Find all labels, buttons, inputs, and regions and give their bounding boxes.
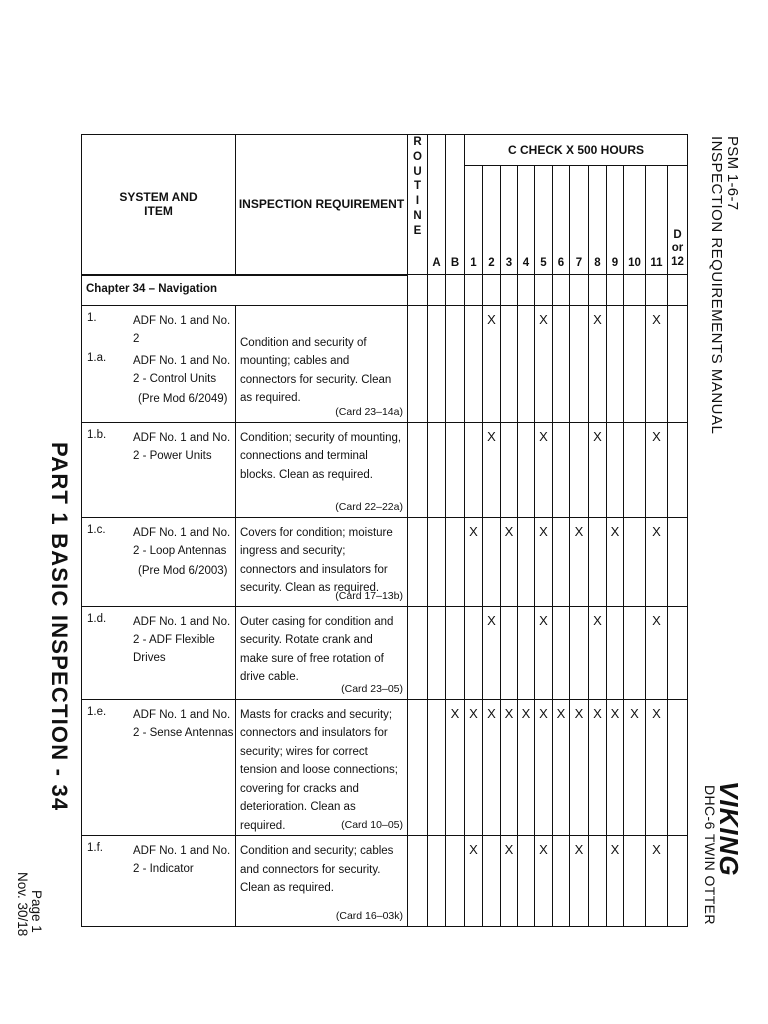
item-code: 1.a.: [87, 351, 107, 364]
header-routine: [408, 135, 428, 275]
check-mark-cell: [553, 606, 570, 699]
requirement-cell: [236, 305, 408, 422]
header-inspection-requirement: INSPECTION REQUIREMENT: [236, 135, 408, 275]
check-mark-cell: X: [535, 305, 553, 422]
check-mark-cell: X: [446, 699, 465, 836]
routine-letter: O: [413, 150, 422, 163]
check-mark-cell: X: [624, 699, 646, 836]
check-mark-cell: [428, 305, 446, 422]
check-mark-cell: [589, 836, 607, 927]
check-mark-cell: [465, 606, 483, 699]
header-check-4: 4: [518, 166, 535, 275]
check-mark-cell: [668, 699, 688, 836]
card-reference: (Card 23–05): [341, 682, 403, 695]
check-mark-cell: [668, 836, 688, 927]
header-check-10: 10: [624, 166, 646, 275]
item-name: ADF No. 1 and No. 2 - Control Units: [133, 354, 231, 385]
check-mark-cell: [501, 305, 518, 422]
check-mark-cell: [483, 836, 501, 927]
check-mark-cell: X: [501, 836, 518, 927]
check-mark-cell: [668, 305, 688, 422]
check-mark-cell: X: [501, 699, 518, 836]
check-mark-cell: [408, 836, 428, 927]
header-check-5: 5: [535, 166, 553, 275]
check-mark-cell: X: [646, 699, 668, 836]
check-mark-cell: X: [570, 699, 589, 836]
check-mark-cell: [446, 836, 465, 927]
requirement-text: Condition; security of mounting, connections and terminal blocks. Clean as required.: [240, 431, 402, 481]
check-mark-cell: X: [518, 699, 535, 836]
item-name: ADF No. 1 and No. 2 - Indicator: [133, 845, 231, 875]
check-mark-cell: [446, 422, 465, 517]
check-mark-cell: [668, 422, 688, 517]
item-code: 1.f.: [87, 842, 103, 854]
check-mark-cell: [624, 422, 646, 517]
requirement-text: Condition and security of mounting; cables and connectors for security. Clean as required.: [240, 336, 392, 404]
requirement-text: Masts for cracks and security; connectors and insulators for security; wires for correct tension and loose connections; covering for cracks and deterioration. Clean as required.: [240, 708, 398, 832]
check-mark-cell: X: [607, 517, 624, 606]
header-system-item-line1: SYSTEM AND: [119, 190, 198, 205]
check-mark-cell: [446, 517, 465, 606]
check-mark-cell: [553, 422, 570, 517]
header-col-a: A: [428, 135, 446, 275]
check-mark-cell: [408, 606, 428, 699]
requirement-text: Condition and security; cables and connectors for security. Clean as required.: [240, 845, 394, 894]
table-row: [82, 699, 688, 836]
check-mark-cell: X: [535, 699, 553, 836]
header-check-2: 2: [483, 166, 501, 275]
card-reference: (Card 10–05): [341, 819, 403, 831]
table-row: [82, 422, 688, 517]
item-code: 1.d.: [87, 612, 107, 625]
header-system-item-line2: ITEM: [144, 204, 173, 219]
check-mark-cell: [607, 422, 624, 517]
inspection-rows: [82, 305, 688, 927]
check-mark-cell: X: [535, 422, 553, 517]
system-item-cell: [82, 305, 236, 422]
system-item-cell: [82, 422, 236, 517]
check-mark-cell: [624, 606, 646, 699]
check-mark-cell: [668, 517, 688, 606]
chapter-heading: Chapter 34 – Navigation: [82, 275, 408, 306]
check-mark-cell: X: [607, 699, 624, 836]
routine-letter: I: [415, 195, 420, 208]
check-mark-cell: [553, 517, 570, 606]
card-reference: (Card 17–13b): [335, 589, 403, 602]
table-row: [82, 305, 688, 422]
check-mark-cell: X: [465, 699, 483, 836]
header-check-9: 9: [607, 166, 624, 275]
viking-logo: VIKING: [714, 781, 744, 877]
system-item-cell: [82, 699, 236, 836]
check-mark-cell: X: [646, 517, 668, 606]
requirement-cell: [236, 422, 408, 517]
check-mark-cell: [465, 422, 483, 517]
item-name: ADF No. 1 and No. 2 - Loop Antennas: [133, 526, 231, 557]
item-note: (Pre Mod 6/2049): [138, 392, 228, 405]
item-code: 1.b.: [87, 428, 107, 441]
check-mark-cell: [428, 422, 446, 517]
check-mark-cell: [518, 836, 535, 927]
header-check-d-or-12: [668, 166, 688, 275]
table-row: [82, 836, 688, 927]
check-mark-cell: [501, 606, 518, 699]
twelve-label: 12: [671, 255, 684, 268]
check-mark-cell: X: [646, 836, 668, 927]
check-mark-cell: [428, 699, 446, 836]
check-mark-cell: X: [483, 305, 501, 422]
header-check-3: 3: [501, 166, 518, 275]
requirement-cell: [236, 606, 408, 699]
check-mark-cell: [553, 305, 570, 422]
check-mark-cell: [624, 517, 646, 606]
item-name: ADF No. 1 and No. 2 - Sense Antennas: [133, 708, 234, 739]
or-label: or: [671, 242, 684, 254]
check-mark-cell: [428, 517, 446, 606]
check-mark-cell: X: [483, 699, 501, 836]
check-mark-cell: X: [589, 422, 607, 517]
manual-title: INSPECTION REQUIREMENTS MANUAL: [708, 136, 725, 435]
check-mark-cell: [570, 606, 589, 699]
requirement-cell: [236, 699, 408, 836]
check-mark-cell: X: [607, 836, 624, 927]
check-mark-cell: [607, 305, 624, 422]
check-mark-cell: X: [589, 699, 607, 836]
routine-letter: N: [413, 209, 422, 222]
requirement-cell: [236, 836, 408, 927]
check-mark-cell: X: [570, 836, 589, 927]
card-reference: (Card 16–03k): [335, 910, 403, 922]
check-mark-cell: X: [483, 422, 501, 517]
check-mark-cell: X: [646, 606, 668, 699]
item-code: 1.e.: [87, 705, 107, 718]
check-mark-cell: X: [646, 422, 668, 517]
item-code: 1.c.: [87, 523, 106, 536]
header-check-11: 11: [646, 166, 668, 275]
check-mark-cell: [428, 836, 446, 927]
header-col-b: B: [446, 135, 465, 275]
system-item-cell: [82, 836, 236, 927]
table-row: [82, 517, 688, 606]
check-mark-cell: [408, 517, 428, 606]
check-mark-cell: [408, 699, 428, 836]
aircraft-model: DHC-6 TWIN OTTER: [702, 785, 718, 925]
check-mark-cell: [408, 305, 428, 422]
check-mark-cell: [607, 606, 624, 699]
table-row: [82, 606, 688, 699]
header-check-7: 7: [570, 166, 589, 275]
check-mark-cell: [553, 836, 570, 927]
card-reference: (Card 22–22a): [335, 500, 403, 513]
check-mark-cell: [589, 517, 607, 606]
check-mark-cell: X: [570, 517, 589, 606]
check-mark-cell: [446, 305, 465, 422]
routine-letter: R: [413, 136, 422, 148]
part-title: PART 1 BASIC INSPECTION - 34: [47, 442, 72, 812]
check-mark-cell: [518, 517, 535, 606]
routine-letter: T: [413, 180, 422, 193]
check-mark-cell: [501, 422, 518, 517]
manual-code: PSM 1-6-7: [724, 136, 741, 211]
check-mark-cell: [518, 422, 535, 517]
item-name: ADF No. 1 and No. 2 - ADF Flexible Drives: [133, 615, 231, 664]
check-mark-cell: [624, 836, 646, 927]
check-mark-cell: [570, 305, 589, 422]
d-label: D: [673, 228, 682, 241]
check-mark-cell: X: [589, 305, 607, 422]
item-note: (Pre Mod 6/2003): [138, 564, 228, 577]
check-mark-cell: [483, 517, 501, 606]
check-mark-cell: X: [535, 836, 553, 927]
check-mark-cell: X: [465, 836, 483, 927]
check-mark-cell: [668, 606, 688, 699]
header-c-check: C CHECK X 500 HOURS: [465, 135, 688, 166]
check-mark-cell: [570, 422, 589, 517]
check-mark-cell: X: [465, 517, 483, 606]
system-item-cell: [82, 606, 236, 699]
revision-date: Nov. 30/18: [15, 872, 30, 937]
check-mark-cell: [465, 305, 483, 422]
check-mark-cell: [428, 606, 446, 699]
routine-letter: U: [413, 165, 422, 178]
routine-letter: E: [413, 224, 422, 237]
item-code: 1.: [87, 311, 97, 324]
header-check-8: 8: [589, 166, 607, 275]
check-mark-cell: X: [646, 305, 668, 422]
header-system-item: [82, 135, 236, 275]
inspection-table: [81, 134, 688, 927]
item-name: ADF No. 1 and No. 2 - Power Units: [133, 431, 231, 462]
system-item-cell: [82, 517, 236, 606]
check-mark-cell: [624, 305, 646, 422]
check-mark-cell: X: [589, 606, 607, 699]
requirement-text: Outer casing for condition and security. Rotate crank and make sure of free rotation of drive cable.: [240, 615, 394, 683]
card-reference: (Card 23–14a): [335, 405, 403, 418]
requirement-text: Covers for condition; moisture ingress and security; connectors and insulators for security. Clean as required.: [240, 526, 393, 594]
check-mark-cell: [518, 606, 535, 699]
check-mark-cell: X: [553, 699, 570, 836]
item-name: ADF No. 1 and No. 2: [133, 314, 231, 345]
header-check-6: 6: [553, 166, 570, 275]
check-mark-cell: [408, 422, 428, 517]
check-mark-cell: X: [535, 517, 553, 606]
check-mark-cell: X: [483, 606, 501, 699]
requirement-cell: [236, 517, 408, 606]
check-mark-cell: [518, 305, 535, 422]
page-number: Page 1: [29, 890, 44, 933]
header-check-1: 1: [465, 166, 483, 275]
check-mark-cell: [446, 606, 465, 699]
check-mark-cell: X: [501, 517, 518, 606]
check-mark-cell: X: [535, 606, 553, 699]
